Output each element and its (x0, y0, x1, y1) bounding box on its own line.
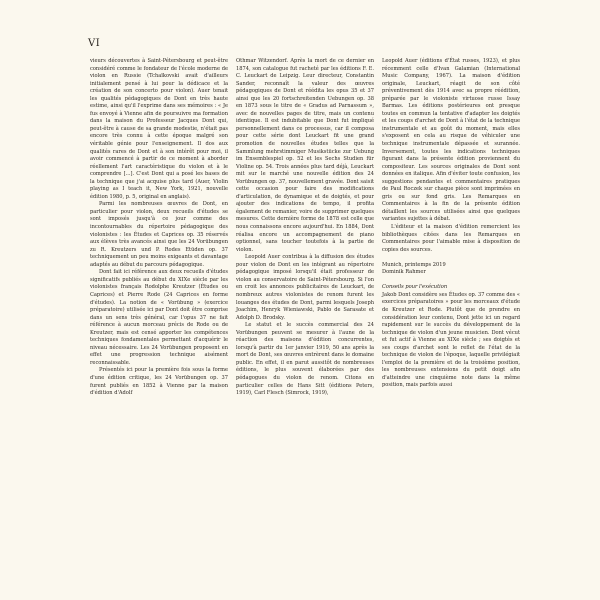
paragraph: vieurs découvertes à Saint-Pétersbourg et peut-être considéré comme le fondateur de l'école moderne de violon en Russie (Tchaïkovski avait d'ailleurs initialement pensé à lui pour la dédicace et la création de son concerto pour violon). Auer tenait les qualités pédagogiques de Dont en très haute estime, ainsi qu'il l'exprime dans ses mémoires : « Je fus envoyé à Vienne afin de poursuivre ma formation dans la maison du Professeur Jacques Dont qui, peut-être à cause de sa grande modestie, n'était pas encore très connu à cette époque malgré son véritable génie pour l'enseignement. Il dos aux qualités rares de Dont et à son intérêt pour moi, il avoir commencé à partir de ce moment à aborder réellement l'art caractéristique du violon et à le comprendre [...]. C'est Dont qui a posé les bases de la technique que j'ai acquise plus tard (Auer, Violin playing as I teach it, New York, 1921, nouvelle édition 1980, p. 5, original en anglais). (90, 58, 228, 200)
paragraph: L'éditeur et la maison d'édition remercient les bibliothèques citées dans les Remarques en Commentaires pour l'aimable mise à disposition de copies des sources. (382, 224, 520, 253)
paragraph: Présentés ici pour la première fois sous la forme d'une édition critique, les 24 Vorübungen op. 37 furent publiés en 1852 à Vienne par la maison d'édition d'Adolf (90, 367, 228, 397)
page-number: VI (88, 38, 101, 49)
paragraph: Leopold Auer (éditions d'État russes, 1923), et plus récemment celle d'Ivan Galamian (International Music Company, 1967). La maison d'édition originale, Leuckart, réagit de son côté préventivement dès 1914 avec sa propre réédition, préparée par le violoniste virtuose russe Issay Barmas. Les éditions postérieures ont presque toutes en commun la tentative d'adapter les doigtés et les coups d'archet de Dont à l'état de la technique instrumentale et au goût du moment, mais elles s'exposent en cela au risque de véhiculer une technique instrumentale dépassée et surannée. Inversement, toutes les indications techniques figurant dans la présente édition proviennent du compositeur. Les sources originales de Dont sont données en italique. Afin d'éviter toute confusion, les suggestions pendantes et commentaires pratiques de Paul Roczek sur chaque pièce sont imprimées en gris ou sur fond gris. Les Remarques en Commentaires à la fin de la présente édition détaillent les sources utilisées ainsi que quelques variantes sujettes à débat. (382, 58, 520, 223)
signature-block (382, 262, 520, 277)
paragraph: Dont fait ici référence aux deux recueils d'études significatifs publiés au début du XIXe siècle par les violonistes français Rodolphe Kreutzer (Études ou Caprices) et Pierre Rode (24 Caprices en forme d'études). La notion de « Vorübung » (exercice préparatoire) utilisée ici par Dont doit être comprise dans un sens très général, car l'opus 37 ne fait référence à aucun morceau précis de Rode ou de Kreutzer, mais est censé apporter les compétences techniques fondamentales permettant d'acquérir le niveau nécessaire. Les 24 Vorübungen proposent en effet une progression technique aisément reconnaissable. (90, 269, 228, 366)
text-column-1 (90, 58, 228, 398)
paragraph: Leopold Auer contribua à la diffusion des études pour violon de Dont en les intégrant au répertoire pédagogique imposé lorsqu'il était professeur de violon au conservatoire de Saint-Pétersbourg. Si l'on en croit les annonces publicitaires de Leuckart, de nombreux autres violonistes de renom furent les louanges des études de Dont, parmi lesquels Joseph Joachim, Henryk Wieniawski, Pablo de Sarasate et Adolph D. Brodsky. (236, 254, 374, 321)
text-column-2 (236, 58, 374, 398)
section-heading: Conseils pour l'exécution (382, 284, 448, 291)
text-column-3 (382, 58, 520, 390)
paragraph: Jakob Dont considère ses Études op. 37 comme des « exercices préparatoires » pour les morceaux d'étude de Kreutzer et Rode. Plutôt que de prendre en considération leur contenu, Dont jette ici un regard rapidement sur le succès du développement de la technique de violon d'un jeune musicien. Dont vécut et fut actif à Vienne au XIXe siècle ; ses doigtés et ses coups d'archet sont le reflet de l'état de la technique de violon de l'époque, laquelle privilégiait l'emploi de la première et de la troisième position, les nombreuses extensions du petit doigt afin d'atteindre une cinquième note dans la même position, mais parfois aussi (382, 291, 520, 389)
signature-place-date: Munich, printemps 2019 (382, 261, 446, 268)
paragraph: Othmar Witzendorf. Après la mort de ce dernier en 1874, son catalogue fut racheté par les éditions F. E. C. Leuckart de Leipzig. Leur directeur, Constantin Sander, reconnaît la valeur des œuvres pédagogiques de Dont et réédita les opus 35 et 37 ainsi que les 20 fortschreitenden Uebungen op. 38 en 1873 sous le titre de « Gradus ad Parnassum », avec de nouvelles pages de titre, mais un contenu identique. Il est indubitable que Dont fut impliqué personnellement dans ce processus, car il composa pour cette série dont Leuckart fit une grand promotion de nouvelles études telles que la Sammlung mehrstimmiger Musikstücke zur Uebung im Ensemblespiel op. 52 et les Sechs Studien für Violine op. 54. Trois années plus tard déjà, Leuckart mit sur le marché une nouvelle édition des 24 Vorübungen op. 37, nouvellement gravée. Dont saisit cette occasion pour faire des modifications d'articulation, de dynamique et de doigtés, et pour ajouter des indications de tempo, il profita également de remanier, voire de supprimer quelques mesures. Cette dernière forme de 1878 est celle que nous connaissons encore aujourd'hui. En 1884, Dont réalisa encore un accompagnement de piano optionnel, sans toucher toutefois à la partie de violon. (236, 58, 374, 253)
signature-author: Dominik Rahmer (382, 269, 426, 276)
paragraph: Le statut et le succès commercial des 24 Vorübungen peuvent se mesurer à l'aune de la réaction des maisons d'édition concurrentes, lorsqu'à partir du 1er janvier 1919, 50 ans après la mort de Dont, ses œuvres entrèrent dans le domaine public. En effet, il en parut aussitôt de nombreuses éditions, le plus souvent élaborées par des pédagogues du violon de renom. Citons en particulier celles de Hans Sitt (éditions Peters, 1919), Carl Flesch (Simrock, 1919), (236, 322, 374, 397)
paragraph: Parmi les nombreuses œuvres de Dont, en particulier pour violon, deux recueils d'études se sont imposés jusqu'à ce jour comme des incontournables du répertoire pédagogique des violonistes : les Études et Caprices op. 35 réservés aux élèves très avancés ainsi que les 24 Vorübungen zu R. Kreutzers und P. Rodes Etüden op. 37 techniquement un peu moins exigeants et davantage adaptés au début du parcours pédagogique. (90, 201, 228, 268)
